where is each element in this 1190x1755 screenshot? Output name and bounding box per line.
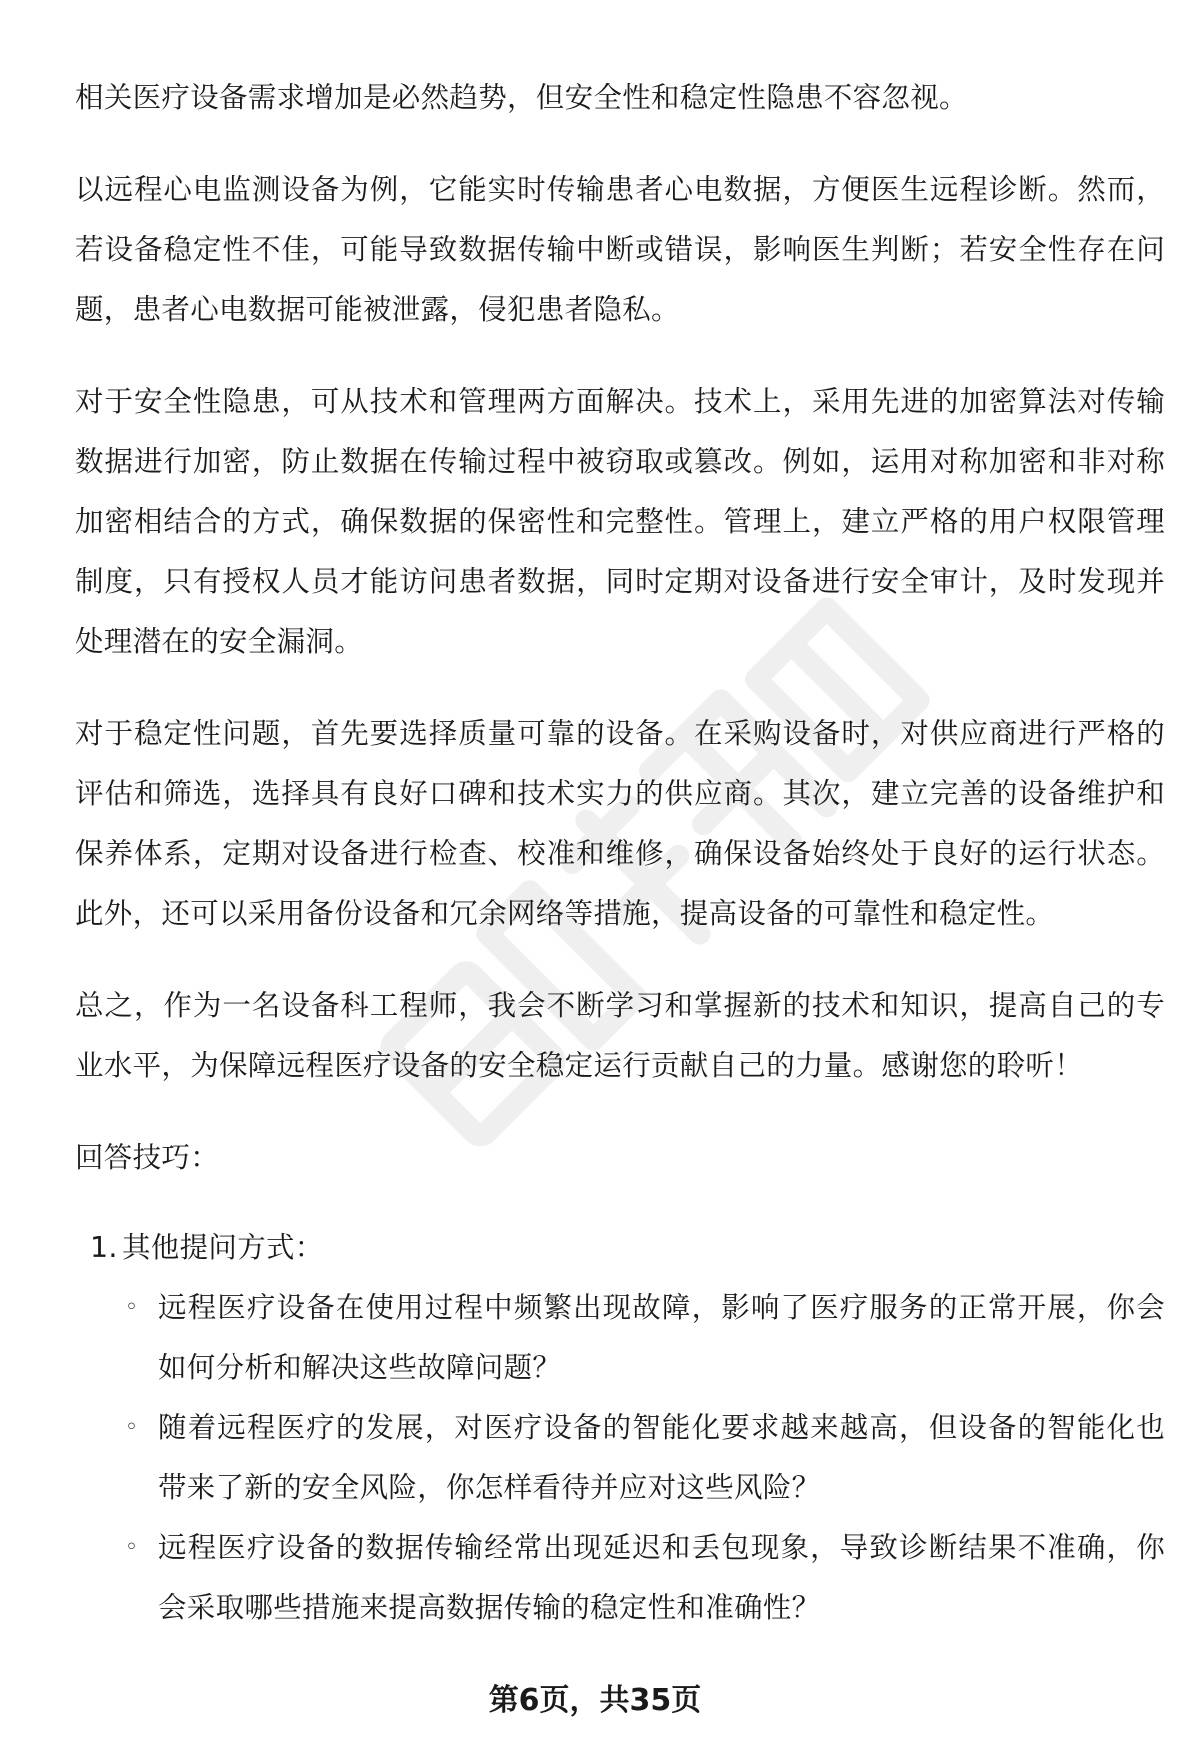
- list-item: [123, 1278, 1165, 1398]
- bullet-icon: ◦: [125, 1295, 139, 1320]
- paragraph-2: 以远程心电监测设备为例，它能实时传输患者心电数据，方便医生远程诊断。然而，若设备稳定性不佳，可能导致数据传输中断或错误，影响医生判断；若安全性存在问题，患者心电数据可能被泄露，侵犯患者隐私。: [75, 173, 1165, 326]
- paragraph-1: 相关医疗设备需求增加是必然趋势，但安全性和稳定性隐患不容忽视。: [75, 81, 968, 114]
- bullet-icon: ◦: [125, 1535, 139, 1560]
- list-item: [75, 1218, 1165, 1278]
- tips-list: [75, 1218, 1165, 1278]
- paragraph-3: 对于安全性隐患，可从技术和管理两方面解决。技术上，采用先进的加密算法对传输数据进行加密，防止数据在传输过程中被窃取或篡改。例如，运用对称加密和非对称加密相结合的方式，确保数据的保密性和完整性。管理上，建立严格的用户权限管理制度，只有授权人员才能访问患者数据，同时定期对设备进行安全审计，及时发现并处理潜在的安全漏洞。: [75, 385, 1165, 658]
- paragraph-5: 总之，作为一名设备科工程师，我会不断学习和掌握新的技术和知识，提高自己的专业水平，为保障远程医疗设备的安全稳定运行贡献自己的力量。感谢您的聆听！: [75, 989, 1165, 1082]
- tips-heading: 回答技巧：: [75, 1141, 220, 1174]
- document-body: [75, 68, 1165, 1638]
- question-text: 远程医疗设备的数据传输经常出现延迟和丢包现象，导致诊断结果不准确，你会采取哪些措施来提高数据传输的稳定性和准确性？: [158, 1531, 1165, 1624]
- page-number-footer: 第6页，共35页: [488, 1683, 702, 1718]
- question-text: 随着远程医疗的发展，对医疗设备的智能化要求越来越高，但设备的智能化也带来了新的安全风险，你怎样看待并应对这些风险？: [158, 1411, 1165, 1504]
- list-item-title: 其他提问方式：: [122, 1231, 324, 1264]
- list-item-number: 1.: [90, 1231, 118, 1264]
- list-item: [123, 1398, 1165, 1518]
- question-text: 远程医疗设备在使用过程中频繁出现故障，影响了医疗服务的正常开展，你会如何分析和解决这些故障问题？: [158, 1291, 1165, 1384]
- list-item: [123, 1518, 1165, 1638]
- paragraph-4: 对于稳定性问题，首先要选择质量可靠的设备。在采购设备时，对供应商进行严格的评估和筛选，选择具有良好口碑和技术实力的供应商。其次，建立完善的设备维护和保养体系，定期对设备进行检查、校准和维修，确保设备始终处于良好的运行状态。此外，还可以采用备份设备和冗余网络等措施，提高设备的可靠性和稳定性。: [75, 717, 1165, 930]
- bullet-icon: ◦: [125, 1415, 139, 1440]
- alternative-questions-list: [123, 1278, 1165, 1638]
